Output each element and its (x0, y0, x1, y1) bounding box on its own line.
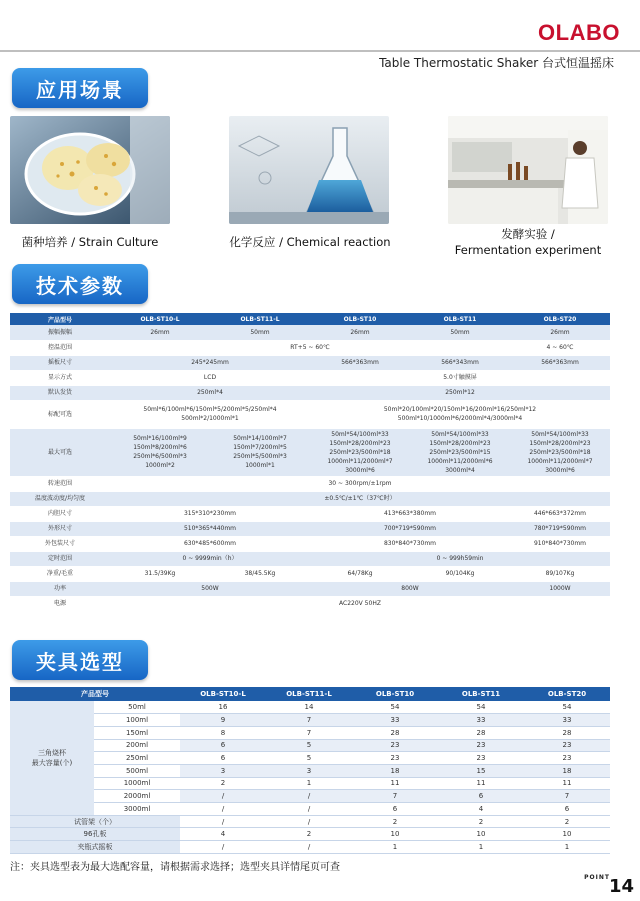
capacity-cell: 23 (524, 739, 610, 752)
capacity-cell: 7 (266, 714, 352, 727)
fixture-header-st20: OLB-ST20 (524, 687, 610, 701)
cell-line: 250ml*23/500ml*18 (329, 448, 391, 456)
capacity-cell: 9 (180, 714, 266, 727)
cell: 30 ~ 300rpm/±1rpm (110, 476, 610, 491)
cell: 89/107Kg (510, 566, 610, 581)
cell (210, 428, 310, 476)
capacity-cell: 33 (352, 714, 438, 727)
brand-logo: OLABO (538, 20, 620, 45)
cell-line: 250ml*23/500ml*18 (529, 448, 591, 456)
row-label: 显示方式 (10, 370, 110, 385)
fixture-type-label: 96孔板 (10, 828, 180, 841)
capacity-cell: 1 (524, 841, 610, 854)
capacity-cell: 2 (438, 815, 524, 828)
table-row (10, 551, 610, 566)
table-row (10, 581, 610, 596)
cell: 0 ~ 9999min（h） (110, 551, 310, 566)
caption-fermentation (440, 226, 616, 258)
capacity-cell: 33 (438, 714, 524, 727)
spec-header-st11l: OLB-ST11-L (210, 313, 310, 325)
capacity-cell: 14 (266, 701, 352, 714)
table-row (10, 790, 610, 803)
page-number: 14 (608, 876, 634, 897)
table-row (10, 400, 610, 428)
cell: 250ml*4 (110, 385, 310, 400)
capacity-cell: 54 (524, 701, 610, 714)
cell: 38/45.5Kg (210, 566, 310, 581)
cell-line: 50ml*20/100ml*20/150ml*16/200ml*16/250ml*12 (383, 406, 537, 413)
table-row (10, 340, 610, 355)
row-label: 电源 (10, 596, 110, 611)
capacity-cell: 10 (352, 828, 438, 841)
capacity-cell: 4 (438, 803, 524, 816)
capacity-cell: 7 (524, 790, 610, 803)
capacity-cell: / (266, 803, 352, 816)
flask-size-label: 2000ml (94, 790, 180, 803)
row-label: 标配可选 (10, 400, 110, 428)
table-row (10, 355, 610, 370)
cell-line: 3000ml*6 (345, 466, 375, 474)
flask-group-line2: 最大容量(个) (31, 758, 73, 767)
cell: 0 ~ 999h59min (310, 551, 610, 566)
cell-line: 150ml*28/200ml*23 (429, 439, 491, 447)
cell-line: 250ml*5/500ml*3 (233, 453, 287, 460)
capacity-cell: 23 (438, 752, 524, 765)
cell-line: 3000ml*4 (445, 466, 475, 474)
cell: 910*840*730mm (510, 536, 610, 551)
capacity-cell: 54 (352, 701, 438, 714)
capacity-cell: 1 (438, 841, 524, 854)
fixture-header-st11: OLB-ST11 (438, 687, 524, 701)
cell: 800W (310, 581, 510, 596)
fixture-table (10, 687, 610, 854)
fixture-table-body (10, 701, 610, 853)
cell: 4 ~ 60℃ (510, 340, 610, 355)
cell: 26mm (110, 325, 210, 340)
capacity-cell: 10 (524, 828, 610, 841)
cell-line: 50ml*54/100ml*33 (331, 430, 389, 438)
cell-line: 250ml*23/500ml*15 (429, 448, 491, 456)
capacity-cell: 28 (352, 726, 438, 739)
row-label: 控温范围 (10, 340, 110, 355)
cell-line: 50ml*54/100ml*33 (531, 430, 589, 438)
capacity-cell: 18 (352, 764, 438, 777)
row-label: 最大可选 (10, 428, 110, 476)
cell (410, 428, 510, 476)
cell: 26mm (510, 325, 610, 340)
capacity-cell: 28 (524, 726, 610, 739)
cell: 90/104Kg (410, 566, 510, 581)
cell: 245*245mm (110, 355, 310, 370)
fixture-type-label: 夹瓶式摇板 (10, 841, 180, 854)
spec-header-model: 产品型号 (10, 313, 110, 325)
erlenmeyer-flask-photo (229, 116, 389, 224)
capacity-cell: 7 (266, 726, 352, 739)
cell: 64/78Kg (310, 566, 410, 581)
table-row (10, 428, 610, 476)
cell: 26mm (310, 325, 410, 340)
cell (510, 428, 610, 476)
cell-line: 50ml*54/100ml*33 (431, 430, 489, 438)
flask-size-label: 100ml (94, 714, 180, 727)
flask-size-label: 1000ml (94, 777, 180, 790)
capacity-cell: 2 (266, 828, 352, 841)
table-row (10, 596, 610, 611)
capacity-cell: 10 (438, 828, 524, 841)
cell-line: 1000ml*11/2000ml*6 (427, 457, 493, 465)
capacity-cell: 23 (524, 752, 610, 765)
table-row (10, 803, 610, 816)
table-row (10, 841, 610, 854)
capacity-cell: / (180, 790, 266, 803)
capacity-cell: / (180, 841, 266, 854)
capacity-cell: 6 (524, 803, 610, 816)
fixture-header-st10l: OLB-ST10-L (180, 687, 266, 701)
table-row (10, 815, 610, 828)
section-title-specs: 技术参数 (12, 264, 148, 304)
capacity-cell: / (180, 803, 266, 816)
fixture-header-st11l: OLB-ST11-L (266, 687, 352, 701)
flask-size-label: 50ml (94, 701, 180, 714)
row-label: 默认发货 (10, 385, 110, 400)
cell-line: 1000ml*2 (145, 462, 175, 469)
capacity-cell: 1 (352, 841, 438, 854)
spec-header-st10: OLB-ST10 (310, 313, 410, 325)
caption-strain-culture: 菌种培养 / Strain Culture (21, 235, 159, 249)
table-row (10, 536, 610, 551)
cell (310, 400, 610, 428)
capacity-cell: 54 (438, 701, 524, 714)
cell: 830*840*730mm (310, 536, 510, 551)
row-label: 摇板尺寸 (10, 355, 110, 370)
row-label: 定时范围 (10, 551, 110, 566)
cell: 446*663*372mm (510, 506, 610, 521)
cell: RT+5 ~ 60℃ (110, 340, 510, 355)
laboratory-photo (448, 116, 608, 224)
table-row (10, 566, 610, 581)
capacity-cell: 2 (352, 815, 438, 828)
capacity-cell: 6 (352, 803, 438, 816)
cell-line: 1000ml*1 (245, 462, 275, 469)
cell-line: 50ml*14/100ml*7 (233, 435, 287, 442)
table-row (10, 701, 610, 714)
table-row (10, 325, 610, 340)
cell: 50mm (210, 325, 310, 340)
table-row (10, 714, 610, 727)
cell-line: 50ml*16/100ml*9 (133, 435, 187, 442)
capacity-cell: 5 (266, 752, 352, 765)
cell: 780*719*590mm (510, 521, 610, 536)
cell: 31.5/39Kg (110, 566, 210, 581)
section-title-scenarios: 应用场景 (12, 68, 148, 108)
cell: 510*365*440mm (110, 521, 310, 536)
cell-line: 1000ml*11/2000ml*7 (327, 457, 393, 465)
spec-header-st10l: OLB-ST10-L (110, 313, 210, 325)
capacity-cell: / (266, 790, 352, 803)
capacity-cell: / (266, 841, 352, 854)
table-row (10, 491, 610, 506)
row-label: 温度波动度/均匀度 (10, 491, 110, 506)
cell-line: 500ml*2/1000ml*1 (181, 415, 239, 422)
cell: 5.0寸触摸屏 (310, 370, 610, 385)
cell: 630*485*600mm (110, 536, 310, 551)
cell: 1000W (510, 581, 610, 596)
capacity-cell: 6 (180, 752, 266, 765)
cell: 250ml*12 (310, 385, 610, 400)
fixture-header-st10: OLB-ST10 (352, 687, 438, 701)
footer-point-label: POINT (584, 874, 610, 881)
row-label: 转速范围 (10, 476, 110, 491)
cell-line: 150ml*7/200ml*5 (233, 444, 287, 451)
footnote: 注：夹具选型表为最大选配容量，请根据需求选择；选型夹具详情尾页可查 (10, 862, 340, 873)
spec-table (10, 313, 610, 612)
capacity-cell: 7 (352, 790, 438, 803)
petri-dish-photo (10, 116, 170, 224)
cell-line: 150ml*28/200ml*23 (329, 439, 391, 447)
fixture-header-model: 产品型号 (10, 687, 180, 701)
cell (310, 428, 410, 476)
table-row (10, 752, 610, 765)
row-label: 外形尺寸 (10, 521, 110, 536)
table-row (10, 370, 610, 385)
table-row (10, 385, 610, 400)
table-row (10, 739, 610, 752)
cell: 500W (110, 581, 310, 596)
cell (110, 400, 310, 428)
capacity-cell: / (180, 815, 266, 828)
capacity-cell: 4 (180, 828, 266, 841)
section-title-fixtures: 夹具选型 (12, 640, 148, 680)
table-row (10, 506, 610, 521)
page-subtitle: Table Thermostatic Shaker 台式恒温摇床 (379, 56, 614, 70)
cell-line: 250ml*6/500ml*3 (133, 453, 187, 460)
flask-size-label: 200ml (94, 739, 180, 752)
cell (110, 428, 210, 476)
cell: ±0.5℃/±1℃（37℃时） (110, 491, 610, 506)
cell-line: 1000ml*11/2000ml*7 (527, 457, 593, 465)
flask-size-label: 3000ml (94, 803, 180, 816)
capacity-cell: 28 (438, 726, 524, 739)
capacity-cell: 23 (352, 739, 438, 752)
flask-size-label: 250ml (94, 752, 180, 765)
capacity-cell: 15 (438, 764, 524, 777)
capacity-cell: 11 (524, 777, 610, 790)
cell-line: 50ml*6/100ml*6/150ml*5/200ml*5/250ml*4 (143, 406, 277, 413)
header-rule (0, 50, 640, 52)
capacity-cell: 16 (180, 701, 266, 714)
cell: AC220V 50HZ (110, 596, 610, 611)
capacity-cell: 6 (180, 739, 266, 752)
capacity-cell: 8 (180, 726, 266, 739)
row-label: 外包装尺寸 (10, 536, 110, 551)
capacity-cell: 3 (266, 764, 352, 777)
cell-line: 150ml*8/200ml*6 (133, 444, 187, 451)
row-label: 净重/毛重 (10, 566, 110, 581)
capacity-cell: 23 (352, 752, 438, 765)
cell: LCD (110, 370, 310, 385)
cell-line: 3000ml*6 (545, 466, 575, 474)
cell: 700*719*590mm (310, 521, 510, 536)
row-label: 内胆尺寸 (10, 506, 110, 521)
spec-header-st11: OLB-ST11 (410, 313, 510, 325)
table-row (10, 476, 610, 491)
capacity-cell: 11 (352, 777, 438, 790)
flask-group-label (10, 701, 94, 815)
row-label: 功率 (10, 581, 110, 596)
row-label: 振幅振幅 (10, 325, 110, 340)
cell: 315*310*230mm (110, 506, 310, 521)
capacity-cell: 11 (438, 777, 524, 790)
cell-line: 150ml*28/200ml*23 (529, 439, 591, 447)
cell: 566*343mm (410, 355, 510, 370)
capacity-cell: 2 (524, 815, 610, 828)
cell: 413*663*380mm (310, 506, 510, 521)
caption-chemical-reaction: 化学反应 / Chemical reaction (229, 235, 391, 249)
fixture-type-label: 试管架（个） (10, 815, 180, 828)
cell-line: 500ml*10/1000ml*6/2000ml*4/3000ml*4 (397, 415, 523, 422)
capacity-cell: 23 (438, 739, 524, 752)
cell: 566*363mm (510, 355, 610, 370)
caption-fermentation-line1: 发酵实验 / (501, 227, 555, 241)
capacity-cell: / (266, 815, 352, 828)
capacity-cell: 2 (180, 777, 266, 790)
flask-size-label: 150ml (94, 726, 180, 739)
caption-fermentation-line2: Fermentation experiment (454, 243, 602, 257)
flask-group-line1: 三角烧杯 (38, 748, 66, 757)
table-row (10, 726, 610, 739)
capacity-cell: 18 (524, 764, 610, 777)
table-row (10, 777, 610, 790)
capacity-cell: 5 (266, 739, 352, 752)
capacity-cell: 6 (438, 790, 524, 803)
capacity-cell: 3 (180, 764, 266, 777)
cell: 50mm (410, 325, 510, 340)
capacity-cell: 1 (266, 777, 352, 790)
flask-size-label: 500ml (94, 764, 180, 777)
table-row (10, 764, 610, 777)
capacity-cell: 33 (524, 714, 610, 727)
table-row (10, 521, 610, 536)
table-row (10, 828, 610, 841)
spec-header-st20: OLB-ST20 (510, 313, 610, 325)
cell: 566*363mm (310, 355, 410, 370)
